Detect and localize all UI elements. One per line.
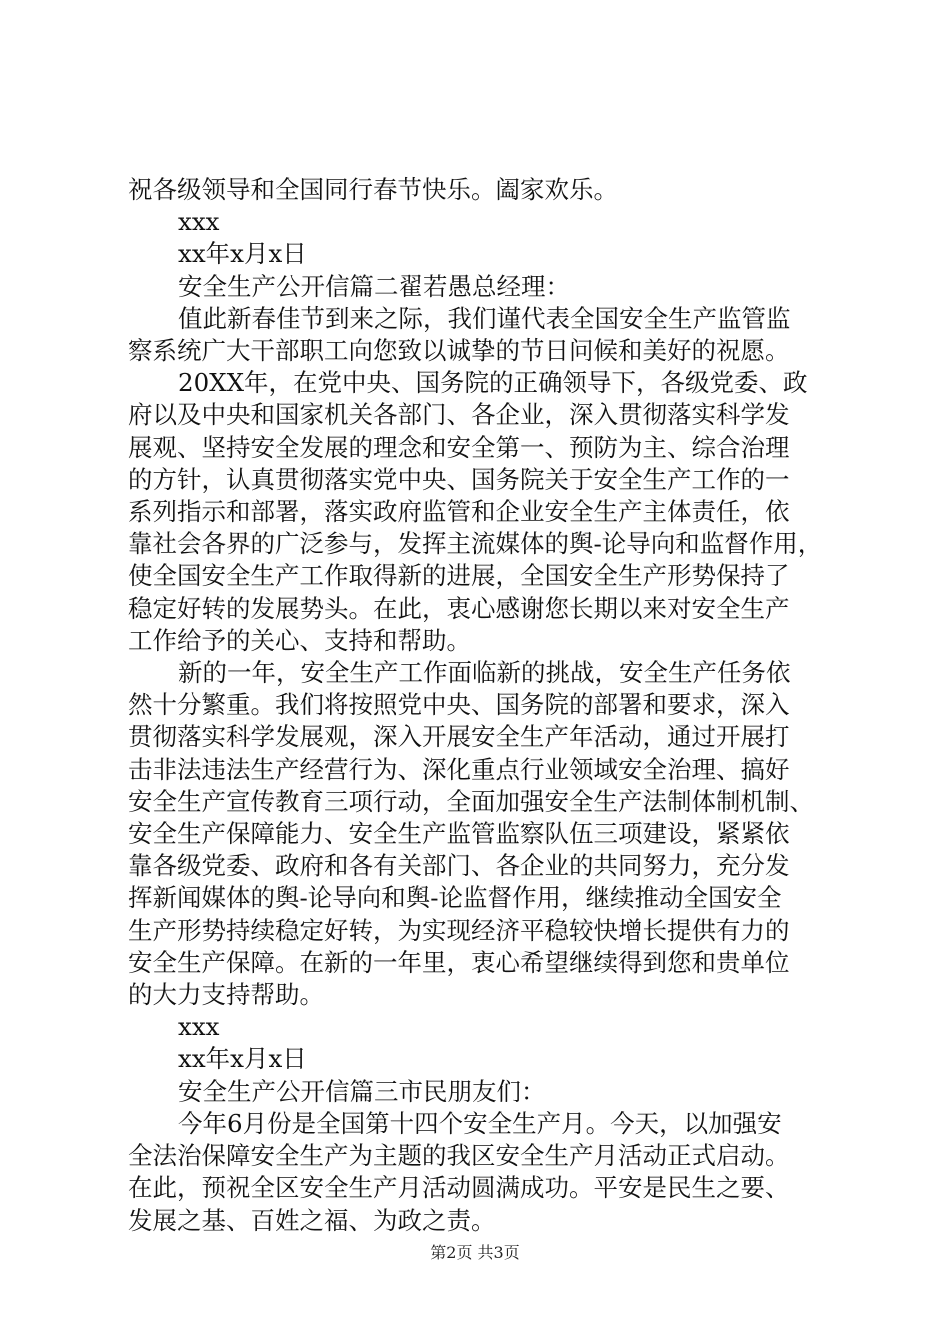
- text-line: 展观、坚持安全发展的理念和安全第一、预防为主、综合治理: [128, 432, 790, 462]
- text-line: 发展之基、百姓之福、为政之责。: [128, 1205, 496, 1235]
- text-line: 在此，预祝全区安全生产月活动圆满成功。平安是民生之要、: [128, 1173, 790, 1203]
- page-footer: 第2页 共3页: [430, 1243, 520, 1262]
- text-line: 值此新春佳节到来之际，我们谨代表全国安全生产监管监: [178, 303, 791, 333]
- text-line: 安全生产保障能力、安全生产监管监察队伍三项建设，紧紧依: [128, 819, 790, 849]
- text-line: 察系统广大干部职工向您致以诚挚的节日问候和美好的祝愿。: [128, 336, 790, 366]
- text-line: 工作给予的关心、支持和帮助。: [128, 625, 471, 655]
- text-line: 祝各级领导和全国同行春节快乐。阖家欢乐。: [128, 175, 618, 204]
- text-line: 的大力支持帮助。: [128, 980, 324, 1010]
- text-line: 安全生产保障。在新的一年里，衷心希望继续得到您和贵单位: [128, 947, 790, 977]
- text-line: 贯彻落实科学发展观，深入开展安全生产年活动，通过开展打: [128, 722, 790, 752]
- text-line: 生产形势持续稳定好转，为实现经济平稳较快增长提供有力的: [128, 915, 790, 945]
- text-line: 稳定好转的发展势头。在此，衷心感谢您长期以来对安全生产: [128, 593, 790, 623]
- text-line: xxx: [178, 207, 220, 237]
- text-line: 府以及中央和国家机关各部门、各企业，深入贯彻落实科学发: [128, 400, 790, 430]
- text-line: 新的一年，安全生产工作面临新的挑战，安全生产任务依: [178, 658, 791, 688]
- text-line: 然十分繁重。我们将按照党中央、国务院的部署和要求，深入: [128, 690, 790, 720]
- text-line: 挥新闻媒体的舆-论导向和舆-论监督作用，继续推动全国安全: [128, 883, 782, 913]
- text-line: 安全生产公开信篇三市民朋友们：: [178, 1076, 546, 1106]
- text-line: 靠社会各界的广泛参与，发挥主流媒体的舆-论导向和监督作用，: [128, 529, 823, 559]
- text-line: 安全生产公开信篇二翟若愚总经理：: [178, 271, 570, 301]
- text-line: xxx: [178, 1012, 220, 1042]
- text-line: 20XX年，在党中央、国务院的正确领导下，各级党委、政: [178, 368, 808, 398]
- text-line: xx年x月x日: [178, 239, 307, 269]
- text-line: 安全生产宣传教育三项行动，全面加强安全生产法制体制机制、: [128, 786, 814, 816]
- text-line: 今年6月份是全国第十四个安全生产月。今天，以加强安: [178, 1108, 782, 1138]
- text-line: 使全国安全生产工作取得新的进展，全国安全生产形势保持了: [128, 561, 790, 591]
- text-line: 的方针，认真贯彻落实党中央、国务院关于安全生产工作的一: [128, 464, 790, 494]
- text-line: xx年x月x日: [178, 1044, 307, 1074]
- text-line: 全法治保障安全生产为主题的我区安全生产月活动正式启动。: [128, 1141, 790, 1171]
- document-body: [128, 174, 838, 1237]
- text-line: 击非法违法生产经营行为、深化重点行业领域安全治理、搞好: [128, 754, 790, 784]
- text-line: 靠各级党委、政府和各有关部门、各企业的共同努力，充分发: [128, 851, 790, 881]
- text-line: 系列指示和部署，落实政府监管和企业安全生产主体责任，依: [128, 497, 790, 527]
